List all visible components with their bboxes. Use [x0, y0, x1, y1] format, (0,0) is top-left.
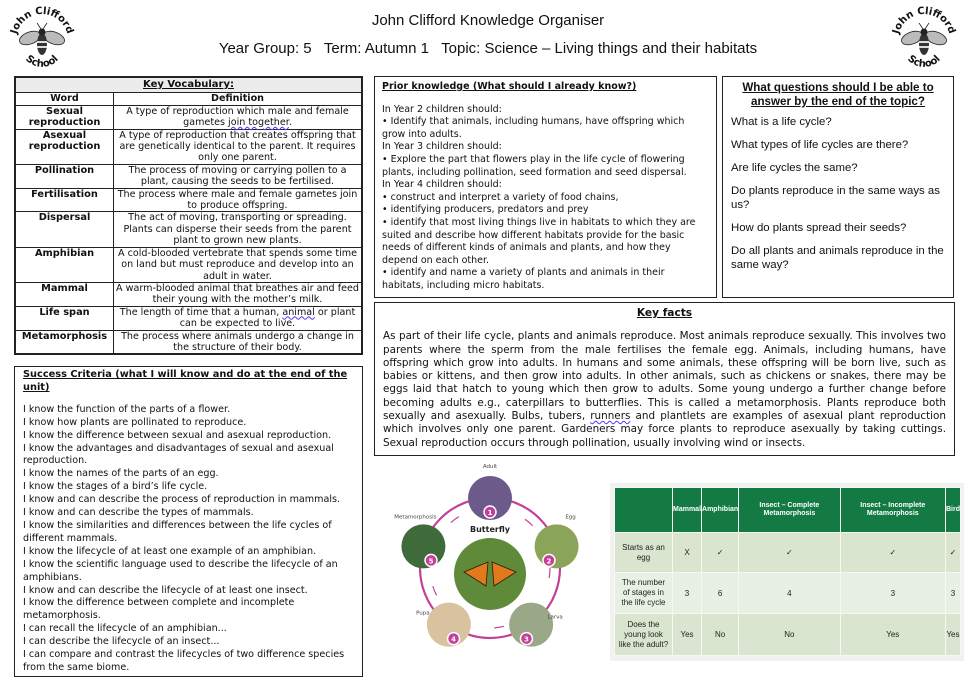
vocabulary-row: [16, 247, 362, 282]
vocabulary-word: Fertilisation: [16, 188, 114, 212]
prior-knowledge-bullet: • Explore the part that flowers play in the life cycle of flowering plants, including pollination, seed formation and seed dispersal.: [382, 153, 687, 178]
definition-text: A cold-blooded vertebrate that spends some time on land but must reproduce and develop into an adult in water.: [118, 247, 357, 282]
questions-list: [731, 115, 945, 272]
success-criteria-item: I know the difference between complete and incomplete metamorphosis.: [23, 597, 295, 622]
prior-knowledge-heading: Prior knowledge (What should I already know?): [382, 81, 637, 92]
stage-photo: [401, 524, 445, 568]
comparison-cell: ✓: [702, 533, 739, 573]
stage-label: Pupa: [416, 610, 430, 617]
row-label: The number of stages in the life cycle: [615, 573, 673, 614]
comparison-cell: X: [673, 533, 702, 573]
vocabulary-definition: [114, 164, 362, 188]
vocabulary-word: Asexual reproduction: [16, 129, 114, 164]
column-header: Mammal: [673, 488, 702, 533]
stage-label: Larva: [547, 614, 563, 621]
vocabulary-word: Metamorphosis: [16, 330, 114, 354]
vocabulary-row: [16, 164, 362, 188]
comparison-cell: No: [702, 614, 739, 656]
prior-knowledge-bullet: • identifying producers, predators and prey: [382, 204, 589, 216]
key-facts-text: [383, 330, 946, 450]
column-header: Insect – Complete Metamorphosis: [739, 488, 840, 533]
key-facts-heading: Key facts: [636, 307, 693, 319]
comparison-cell: 3: [673, 573, 702, 614]
prior-knowledge-year-heading: In Year 2 children should:: [382, 103, 502, 115]
vocabulary-row: [16, 129, 362, 164]
prior-knowledge-bullet: • identify and name a variety of plants and animals in their habitats, including micro habitats.: [382, 267, 665, 291]
row-label: Starts as an egg: [615, 533, 673, 573]
stage-label: Egg: [565, 514, 576, 521]
success-criteria-item: I can compare and contrast the lifecycles of two difference species from the same biome.: [23, 649, 345, 673]
page-title: John Clifford Knowledge Organiser: [371, 12, 605, 29]
vocabulary-row: [16, 282, 362, 306]
column-header-definition: Definition: [114, 93, 362, 105]
page-subtitle: Year Group: 5 Term: Autumn 1 Topic: Science – Living things and their habitats: [218, 40, 758, 57]
definition-text: A type of reproduction that creates offspring that are genetically identical to the parent. It requires only one parent.: [119, 129, 356, 164]
question-item: How do plants spread their seeds?: [731, 222, 907, 234]
comparison-cell: 4: [739, 573, 840, 614]
butterfly-life-cycle-diagram: [378, 462, 603, 680]
comparison-cell: ✓: [840, 533, 945, 573]
definition-text: The process where male and female gametes join to produce offspring.: [117, 188, 358, 212]
definition-text: The process of moving or carrying pollen to a plant, causing the seeds to be fertilised.: [128, 164, 347, 188]
column-header-word: Word: [16, 93, 114, 105]
success-criteria-list: [23, 404, 354, 675]
corner-header: [615, 488, 673, 533]
success-criteria-item: I can recall the lifecycle of an amphibian...: [23, 623, 227, 635]
stage-number: 1: [487, 509, 493, 517]
stage-photo: [535, 524, 579, 568]
comparison-cell: Yes: [840, 614, 945, 656]
success-criteria-item: I know the difference between sexual and asexual reproduction.: [23, 429, 332, 441]
definition-text: The process where animals undergo a change in the structure of their body.: [121, 330, 354, 353]
key-vocabulary-table: [14, 76, 363, 355]
success-criteria-item: I know and can describe the process of reproduction in mammals.: [23, 494, 341, 506]
questions-panel: [722, 76, 954, 298]
success-criteria-item: I know how plants are pollinated to reproduce.: [23, 416, 247, 428]
success-criteria-item: I know the stages of a bird’s life cycle.: [23, 481, 208, 493]
logo-bottom-text: School: [23, 53, 61, 71]
spelling-flag: join together: [228, 117, 289, 129]
logo-top-text: John Clifford: [8, 5, 76, 36]
key-facts-text-part: and plantlets are examples of asexual plant reproduction which involves only one parent. Gardeners may force plants to reproduce asexually by taking cuttings. Sexual reproduction occurs through pollination, usually involving wind or insects.: [383, 410, 946, 449]
vocabulary-definition: [114, 306, 362, 330]
comparison-cell: 6: [702, 573, 739, 614]
question-item: Do plants reproduce in the same ways as us?: [731, 185, 940, 211]
vocabulary-definition: [114, 129, 362, 164]
column-header: Insect – Incomplete Metamorphosis: [840, 488, 945, 533]
comparison-cell: 3: [840, 573, 945, 614]
comparison-row: [615, 533, 961, 573]
stage-number: 4: [451, 635, 456, 644]
definition-text: The act of moving, transporting or spreading. Plants can disperse their seeds from the parent plant to grown new plants.: [123, 212, 352, 247]
cycle-center-label: Butterfly: [470, 525, 510, 534]
success-criteria-panel: [14, 366, 363, 677]
logo-bottom-text: School: [905, 53, 943, 71]
success-criteria-item: I know the names of the parts of an egg.: [23, 468, 219, 480]
stage-label: Adult: [482, 464, 498, 470]
question-item: Do all plants and animals reproduce in the same way?: [731, 245, 944, 271]
definition-text: The length of time that a human,: [119, 306, 283, 318]
definition-text: or plant can be expected to live.: [179, 306, 356, 330]
success-criteria-item: I know the scientific language used to describe the lifecycle of an amphibians.: [23, 558, 338, 583]
question-item: What types of life cycles are there?: [731, 139, 909, 151]
prior-knowledge-year-heading: In Year 4 children should:: [382, 179, 502, 191]
row-label: Does the young look like the adult?: [615, 614, 673, 656]
vocabulary-word: Pollination: [16, 164, 114, 188]
vocabulary-word: Dispersal: [16, 212, 114, 247]
stage-number: 2: [546, 557, 552, 566]
comparison-cell: Yes: [945, 614, 960, 656]
vocabulary-row: [16, 330, 362, 354]
prior-knowledge-list: [382, 104, 709, 293]
vocabulary-word: Life span: [16, 306, 114, 330]
vocabulary-row: [16, 188, 362, 212]
definition-text: A type of reproduction which male and female gametes: [126, 105, 349, 129]
column-header: Amphibian: [702, 488, 739, 533]
vocabulary-word: Mammal: [16, 282, 114, 306]
success-criteria-item: I can describe the lifecycle of an insect...: [23, 636, 220, 648]
stage-label: Metamorphosis: [394, 514, 437, 521]
prior-knowledge-year-heading: In Year 3 children should:: [382, 141, 502, 153]
vocabulary-definition: [114, 212, 362, 247]
success-criteria-item: I know the similarities and differences between the life cycles of different mammals.: [23, 519, 332, 544]
vocabulary-row: [16, 105, 362, 129]
column-header: Bird: [945, 488, 960, 533]
prior-knowledge-panel: [374, 76, 717, 298]
vocabulary-word: Amphibian: [16, 247, 114, 282]
life-cycle-comparison-table: [610, 483, 964, 661]
prior-knowledge-bullet: • construct and interpret a variety of food chains,: [382, 191, 619, 203]
question-item: What is a life cycle?: [731, 116, 832, 128]
comparison-cell: ✓: [739, 533, 840, 573]
vocabulary-definition: [114, 105, 362, 129]
vocabulary-word: Sexual reproduction: [16, 105, 114, 129]
key-facts-text-part: As part of their life cycle, plants and animals reproduce. Most animals reproduce sexually. This involves two parents where the sperm from the male fertilises the female egg. Animals, including humans, have offspring which grow into adults. In humans and some animals, these offspring will be born live, such as babies or kittens, and then grow into adults. In other animals, such as chickens or snakes, there may be eggs laid that hatch to young which then grow to adults. Some young undergo a further change before becoming adults e.g., caterpillars to butterflies. This is called a metamorphosis. Plants reproduce both sexually and asexually. Bulbs, tubers,: [383, 330, 946, 423]
success-criteria-heading: Success Criteria (what I will know and do at the end of the unit): [23, 369, 348, 393]
vocabulary-row: [16, 306, 362, 330]
butterfly-photo: [454, 538, 526, 610]
logo-top-text: John Clifford: [890, 5, 958, 36]
vocabulary-definition: [114, 188, 362, 212]
comparison-row: [615, 614, 961, 656]
comparison-cell: No: [739, 614, 840, 656]
comparison-row: [615, 573, 961, 614]
comparison-cell: Yes: [673, 614, 702, 656]
vocabulary-definition: [114, 330, 362, 354]
success-criteria-item: I know and can describe the lifecycle of at least one insect.: [23, 584, 308, 596]
vocabulary-definition: [114, 282, 362, 306]
key-facts-panel: [374, 302, 955, 456]
vocabulary-heading: Key Vocabulary:: [16, 78, 362, 93]
definition-text: .: [288, 117, 292, 129]
spelling-flag: animal: [282, 306, 315, 318]
success-criteria-item: I know the lifecycle of at least one example of an amphibian.: [23, 545, 317, 557]
success-criteria-item: I know the advantages and disadvantages of sexual and asexual reproduction.: [23, 442, 334, 467]
success-criteria-item: I know the function of the parts of a flower.: [23, 403, 231, 415]
stage-number: 3: [524, 635, 529, 644]
prior-knowledge-bullet: • Identify that animals, including humans, have offspring which grow into adults.: [382, 116, 685, 140]
comparison-cell: 3: [945, 573, 960, 614]
spelling-flag: runners: [590, 410, 631, 423]
questions-heading: What questions should I be able to answer by the end of the topic?: [742, 81, 934, 108]
prior-knowledge-bullet: • identify that most living things live in habitats to which they are suited and describe how different habitats provide for the basic needs of different kinds of animals and plants, and how they depend on each other.: [382, 216, 696, 266]
question-item: Are life cycles the same?: [731, 162, 858, 174]
vocabulary-definition: [114, 247, 362, 282]
vocabulary-row: [16, 212, 362, 247]
success-criteria-item: I know and can describe the types of mammals.: [23, 507, 254, 519]
comparison-cell: ✓: [945, 533, 960, 573]
stage-number: 5: [428, 557, 434, 566]
definition-text: A warm-blooded animal that breathes air and feed their young with the mother’s milk.: [116, 282, 359, 306]
